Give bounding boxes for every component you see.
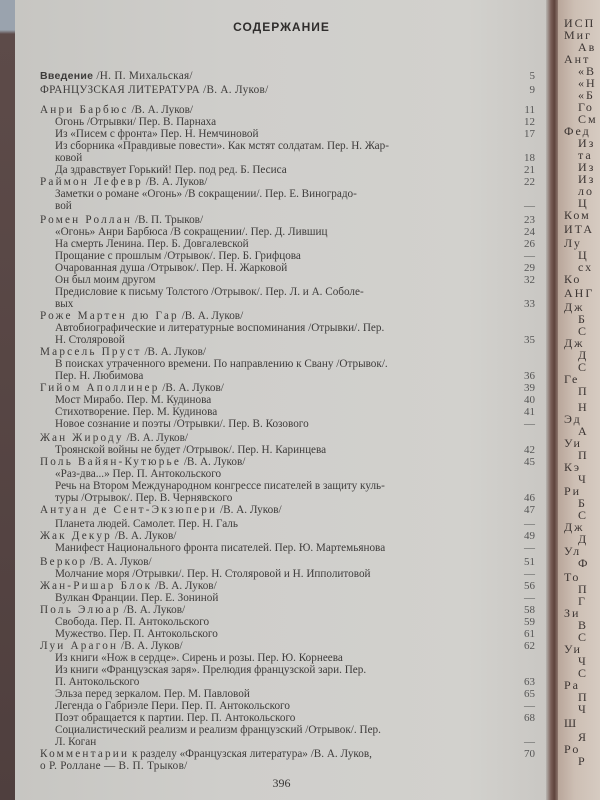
toc-entry-text: Н. Столяровой bbox=[55, 334, 125, 346]
toc-page-number: 32 bbox=[524, 274, 535, 286]
toc-entry-text: Из сборника «Правдивые повести». Как мстят солдатам. Пер. Н. Жар- bbox=[55, 140, 389, 152]
toc-entry-text: Пер. Н. Любимова bbox=[55, 370, 144, 382]
toc-entry bbox=[40, 760, 545, 772]
toc-page-number: 17 bbox=[524, 128, 535, 140]
toc-entry bbox=[40, 456, 545, 468]
author-name: Марсель Пруст bbox=[40, 346, 142, 358]
left-page bbox=[15, 0, 548, 800]
right-page-text: Ф bbox=[578, 556, 590, 570]
toc-entry bbox=[55, 298, 545, 310]
toc-page-number: — bbox=[524, 568, 535, 580]
right-page-text: Ул bbox=[564, 544, 582, 558]
right-page-text: П bbox=[578, 448, 589, 462]
toc-entry bbox=[40, 530, 545, 542]
right-page-text: Ч bbox=[578, 702, 588, 716]
right-page-text: Ц bbox=[578, 196, 589, 210]
toc-entry bbox=[55, 712, 545, 724]
author-name: Жан-Ришар Блок bbox=[40, 580, 153, 592]
toc-entry bbox=[55, 418, 545, 430]
toc-entry bbox=[55, 616, 545, 628]
toc-entry-text: вых bbox=[55, 298, 74, 310]
right-page-text: То bbox=[564, 570, 581, 584]
toc-entry bbox=[55, 468, 545, 480]
toc-page-number: 22 bbox=[524, 176, 535, 188]
toc-entry-text: Речь на Втором Международном конгрессе писателей в защиту куль- bbox=[55, 480, 385, 492]
right-page-text: ИТА bbox=[564, 222, 595, 236]
right-page-text: П bbox=[578, 582, 589, 596]
toc-entry bbox=[55, 322, 545, 334]
toc-entry-text: Очарованная душа /Отрывок/. Пер. Н. Жарковой bbox=[55, 262, 288, 274]
page-title: СОДЕРЖАНИЕ bbox=[233, 20, 330, 34]
right-page-text: Ри bbox=[564, 484, 582, 498]
toc-entry-text: Новое сознание и поэты /Отрывки/. Пер. В. Козового bbox=[55, 418, 309, 430]
toc-entry bbox=[40, 604, 545, 616]
editor-name: /В. А. Луков/ bbox=[87, 556, 152, 568]
editor-name: /В. А. Луков/ bbox=[141, 346, 207, 358]
toc-entry bbox=[40, 640, 545, 652]
toc-entry-text: Манифест Национального фронта писателей. Пер. Ю. Мартемьянова bbox=[55, 542, 386, 554]
toc-page-number: 65 bbox=[524, 688, 535, 700]
author-name: Роже Мартен дю Гар bbox=[40, 310, 179, 322]
editor-name: /В. А. Луков/ bbox=[178, 310, 244, 322]
editor-name: /В. А. Луков/ bbox=[118, 640, 183, 652]
toc-entry bbox=[55, 128, 545, 140]
author-name: Веркор bbox=[40, 556, 88, 568]
toc-page-number: 24 bbox=[524, 226, 535, 238]
toc-page-number: 61 bbox=[524, 628, 535, 640]
toc-page-number: — bbox=[524, 700, 535, 712]
toc-entry bbox=[40, 70, 545, 82]
toc-page-number: 56 bbox=[524, 580, 535, 592]
toc-entry-text: Свобода. Пер. П. Антокольского bbox=[55, 616, 210, 628]
toc-entry bbox=[55, 262, 545, 274]
toc-entry bbox=[55, 370, 545, 382]
right-page-text: Д bbox=[578, 532, 589, 546]
toc-page-number: 70 bbox=[524, 748, 535, 760]
toc-page-number: 12 bbox=[524, 116, 535, 128]
right-page-text: Ра bbox=[564, 678, 580, 692]
editor-name: /В. А. Луков/ bbox=[181, 456, 246, 468]
toc-entry bbox=[40, 214, 545, 226]
right-page-text: См bbox=[578, 112, 598, 126]
toc-entry-text: туры /Отрывок/. Пер. В. Чернявского bbox=[55, 492, 233, 504]
toc-entry bbox=[40, 504, 545, 516]
toc-entry-text: «Раз-два...» Пер. П. Антокольского bbox=[55, 468, 222, 480]
author-name: Поль Элюар bbox=[40, 604, 121, 616]
toc-entry bbox=[55, 286, 545, 298]
toc-entry bbox=[55, 406, 545, 418]
toc-entry-text bbox=[40, 382, 224, 394]
toc-entry bbox=[55, 688, 545, 700]
toc-entry bbox=[55, 358, 545, 370]
author-name: Луи Арагон bbox=[40, 640, 119, 652]
toc-entry bbox=[55, 238, 545, 250]
toc-entry-text: Прощание с прошлым /Отрывок/. Пер. Б. Грифцова bbox=[55, 250, 301, 262]
toc-entry bbox=[40, 748, 545, 760]
toc-page-number: 39 bbox=[524, 382, 535, 394]
right-page-text: Ант bbox=[564, 52, 591, 66]
toc-page-number: 62 bbox=[524, 640, 535, 652]
toc-entry bbox=[40, 176, 545, 188]
toc-entry-text: Заметки о романе «Огонь» /В сокращении/. Пер. Е. Виноградо- bbox=[55, 188, 357, 200]
toc-entry-text: Из книги «Французская заря». Прелюдия французской зари. Пер. bbox=[55, 664, 367, 676]
toc-entry-text: Л. Коган bbox=[55, 736, 97, 748]
toc-page-number: 26 bbox=[524, 238, 535, 250]
editor-name: /В. А. Луков/ bbox=[111, 530, 177, 542]
right-page-text: Ч bbox=[578, 472, 588, 486]
toc-entry-text: Поэт обращается к партии. Пер. П. Антокольского bbox=[55, 712, 296, 724]
toc-entry bbox=[55, 188, 545, 200]
right-page-text: «Б bbox=[578, 88, 595, 102]
toc-page-number: — bbox=[524, 542, 535, 554]
editor-name: /В. А. Луков/ bbox=[159, 382, 224, 394]
toc-entry-text bbox=[40, 456, 245, 468]
right-page-text: Лу bbox=[564, 236, 582, 250]
right-page-text: Г bbox=[578, 594, 587, 608]
toc-entry bbox=[55, 568, 545, 580]
toc-entry bbox=[55, 724, 545, 736]
toc-entry bbox=[55, 200, 545, 212]
toc-entry-text bbox=[40, 556, 152, 568]
author-name: Антуан де Сент-Экзюпери bbox=[40, 504, 218, 516]
toc-entry bbox=[55, 518, 545, 530]
toc-entry-text: ФРАНЦУЗСКАЯ ЛИТЕРАТУРА /В. А. Луков/ bbox=[40, 84, 269, 96]
toc-entry bbox=[40, 84, 545, 96]
toc-entry bbox=[55, 542, 545, 554]
toc-entry-text: вой bbox=[55, 200, 72, 212]
author-name: Ромен Роллан bbox=[40, 214, 133, 226]
toc-page-number: 45 bbox=[524, 456, 535, 468]
toc-entry-text: В поисках утраченного времени. По направлению к Свану /Отрывок/. bbox=[55, 358, 388, 370]
right-page-text: Дж bbox=[564, 300, 585, 314]
toc-entry bbox=[40, 346, 545, 358]
right-page-text: Го bbox=[578, 100, 594, 114]
toc-entry bbox=[55, 250, 545, 262]
toc-entry-text bbox=[40, 504, 282, 516]
toc-page-number: 63 bbox=[524, 676, 535, 688]
toc-entry-text bbox=[40, 214, 203, 226]
author-name: Анри Барбюс bbox=[40, 104, 129, 116]
toc-page-number: 41 bbox=[524, 406, 535, 418]
section-label: Введение bbox=[40, 70, 94, 82]
right-page-fragment bbox=[558, 0, 600, 800]
toc-entry-text: Вулкан Франции. Пер. Е. Зониной bbox=[55, 592, 219, 604]
toc-entry-text: ковой bbox=[55, 152, 83, 164]
right-page-text: Дж bbox=[564, 520, 585, 534]
toc-page-number: 47 bbox=[524, 504, 535, 516]
right-page-text: АНГ bbox=[564, 286, 595, 300]
toc-page-number: 40 bbox=[524, 394, 535, 406]
toc-page-number: 49 bbox=[524, 530, 535, 542]
right-page-text: Б bbox=[578, 496, 587, 510]
toc-page-number: — bbox=[524, 736, 535, 748]
toc-entry-text: Предисловие к письму Толстого /Отрывок/. Пер. Л. и А. Соболе- bbox=[55, 286, 364, 298]
toc-entry bbox=[40, 382, 545, 394]
toc-entry bbox=[55, 592, 545, 604]
right-page-text: Я bbox=[578, 730, 589, 744]
right-page-text: «В bbox=[578, 64, 597, 78]
toc-entry bbox=[55, 664, 545, 676]
right-page-text: Ком bbox=[564, 208, 591, 222]
right-page-text: Дж bbox=[564, 336, 585, 350]
toc-entry-text: Троянской войны не будет /Отрывок/. Пер. Н. Каринцева bbox=[55, 444, 327, 456]
right-page-text: С bbox=[578, 360, 589, 374]
author-name: Гийом Аполлинер bbox=[40, 382, 160, 394]
toc-entry-text bbox=[40, 748, 372, 760]
right-page-text: сх bbox=[578, 260, 594, 274]
editor-name: /В. П. Трыков/ bbox=[132, 214, 204, 226]
toc-entry bbox=[40, 432, 545, 444]
right-page-text: Из bbox=[578, 172, 596, 186]
right-page-text: Н bbox=[578, 400, 589, 414]
toc-page-number: — bbox=[524, 592, 535, 604]
right-page-text: А bbox=[578, 424, 589, 438]
author-name: Раймон Лефевр bbox=[40, 176, 143, 188]
toc-entry-text: Стихотворение. Пер. М. Кудинова bbox=[55, 406, 218, 418]
toc-page-number: 11 bbox=[524, 104, 535, 116]
toc-entry-text: о Р. Роллане — В. П. Трыков/ bbox=[40, 760, 188, 772]
toc-entry-text: «Огонь» Анри Барбюса /В сокращении/. Пер. Д. Лившиц bbox=[55, 226, 328, 238]
toc-entry-text: Социалистический реализм и реализм французский /Отрывок/. Пер. bbox=[55, 724, 381, 736]
right-page-text: Д bbox=[578, 348, 589, 362]
toc-entry-text bbox=[40, 176, 207, 188]
toc-page-number: 51 bbox=[524, 556, 535, 568]
toc-entry bbox=[40, 556, 545, 568]
toc-entry bbox=[55, 736, 545, 748]
toc-entry-text: Автобиографические и литературные воспоминания /Отрывки/. Пер. bbox=[55, 322, 385, 334]
right-page-text: Фед bbox=[564, 124, 591, 138]
right-page-text: В bbox=[578, 618, 589, 632]
toc-page-number: 36 bbox=[524, 370, 535, 382]
toc-page-number: — bbox=[524, 418, 535, 430]
editor-name: к разделу «Французская литература» /В. А. Луков, bbox=[129, 748, 372, 760]
right-page-text: Ш bbox=[564, 716, 579, 730]
right-page-text: П bbox=[578, 384, 589, 398]
toc-entry bbox=[55, 152, 545, 164]
toc-entry-text bbox=[40, 580, 217, 592]
toc-entry bbox=[55, 334, 545, 346]
toc-entry-text: П. Антокольского bbox=[55, 676, 140, 688]
toc-entry-text: Мост Мирабо. Пер. М. Кудинова bbox=[55, 394, 212, 406]
toc-entry-text: Из «Писем с фронта» Пер. Н. Немчиновой bbox=[55, 128, 259, 140]
editor-name: /В. А. Луков/ bbox=[123, 432, 189, 444]
author-name: Жан Жироду bbox=[40, 432, 124, 444]
toc-entry bbox=[55, 676, 545, 688]
toc-entry bbox=[55, 394, 545, 406]
toc-entry-text: Огонь /Отрывки/ Пер. В. Парнаха bbox=[55, 116, 217, 128]
toc-page-number: 29 bbox=[524, 262, 535, 274]
toc-page-number: 46 bbox=[524, 492, 535, 504]
toc-entry bbox=[55, 274, 545, 286]
author-name: Поль Вайян-Кутюрье bbox=[40, 456, 182, 468]
editor-name: /В. А. Луков/ bbox=[142, 176, 208, 188]
toc-entry-text bbox=[40, 530, 176, 542]
toc-entry-text: Легенда о Габриэле Пери. Пер. П. Антокольского bbox=[55, 700, 290, 712]
editor-name: /В. А. Луков/ bbox=[128, 104, 194, 116]
right-page-text: Ко bbox=[564, 272, 582, 286]
right-page-text: Эд bbox=[564, 412, 582, 426]
toc-entry bbox=[55, 652, 545, 664]
right-page-text: Кэ bbox=[564, 460, 581, 474]
toc-entry-text bbox=[40, 640, 183, 652]
toc-entry-text: Эльза перед зеркалом. Пер. М. Павловой bbox=[55, 688, 250, 700]
toc-page-number: 68 bbox=[524, 712, 535, 724]
right-page-text: ИСП bbox=[564, 16, 596, 30]
right-page-text: Зи bbox=[564, 606, 581, 620]
right-page-text: Из bbox=[578, 160, 596, 174]
right-page-text: Ц bbox=[578, 248, 589, 262]
toc-page-number: 9 bbox=[529, 84, 535, 96]
toc-entry bbox=[40, 104, 545, 116]
toc-entry-text: Он был моим другом bbox=[55, 274, 156, 286]
right-page-text: С bbox=[578, 324, 589, 338]
right-page-text: С bbox=[578, 630, 589, 644]
toc-entry-text: Введение /Н. П. Михальская/ bbox=[40, 70, 193, 82]
right-page-text: «Н bbox=[578, 76, 597, 90]
right-page-text: Уи bbox=[564, 436, 582, 450]
editor-name: /В. А. Луков/ bbox=[217, 504, 282, 516]
toc-page-number: 35 bbox=[524, 334, 535, 346]
toc-entry-text: Да здравствует Горький! Пер. под ред. Б. Песиса bbox=[55, 164, 287, 176]
page-number: 396 bbox=[272, 776, 291, 790]
toc-entry-text: Мужество. Пер. П. Антокольского bbox=[55, 628, 218, 640]
right-page-text: С bbox=[578, 666, 589, 680]
toc-page-number: 5 bbox=[529, 70, 535, 82]
toc-page-number: 18 bbox=[524, 152, 535, 164]
toc-page-number: 42 bbox=[524, 444, 535, 456]
toc-entry-text: Молчание моря /Отрывки/. Пер. Н. Столяровой и Н. Ипполитовой bbox=[55, 568, 371, 580]
right-page-text: Ав bbox=[578, 40, 597, 54]
right-page-text: Р bbox=[578, 754, 587, 768]
toc-page-number: 23 bbox=[524, 214, 535, 226]
toc-entry bbox=[55, 444, 545, 456]
toc-entry bbox=[55, 628, 545, 640]
toc-entry-text: Из книги «Нож в сердце». Сирень и розы. Пер. Ю. Корнеева bbox=[55, 652, 343, 664]
right-page-text: Ге bbox=[564, 372, 580, 386]
toc-entry bbox=[55, 226, 545, 238]
toc-entry bbox=[40, 580, 545, 592]
toc-page-number: 59 bbox=[524, 616, 535, 628]
right-page-text: С bbox=[578, 508, 589, 522]
toc-entry-text bbox=[40, 604, 185, 616]
toc-page-number: — bbox=[524, 518, 535, 530]
right-page-text: ло bbox=[578, 184, 594, 198]
toc-entry-text bbox=[40, 310, 243, 322]
toc-entry bbox=[55, 480, 545, 492]
right-page-text: Уи bbox=[564, 642, 582, 656]
toc-entry-text: Планета людей. Самолет. Пер. Н. Галь bbox=[55, 518, 238, 530]
right-page-text: та bbox=[578, 148, 593, 162]
author-name: Жак Декур bbox=[40, 530, 112, 542]
toc-entry bbox=[40, 310, 545, 322]
right-page-text: П bbox=[578, 690, 589, 704]
toc-page-number: 33 bbox=[524, 298, 535, 310]
toc-page-number: 21 bbox=[524, 164, 535, 176]
toc-entry bbox=[55, 492, 545, 504]
right-page-text: Б bbox=[578, 312, 587, 326]
right-page-text: Миг bbox=[564, 28, 593, 42]
right-page-text: Ро bbox=[564, 742, 581, 756]
right-page-text: Из bbox=[578, 136, 596, 150]
background-edge bbox=[0, 0, 16, 800]
right-page-text: Ч bbox=[578, 654, 588, 668]
toc-entry-text bbox=[40, 432, 188, 444]
toc-page-number: — bbox=[524, 250, 535, 262]
toc-page-number: — bbox=[524, 200, 535, 212]
author-name: Комментарии bbox=[40, 748, 130, 760]
editor-name: /В. А. Луков/ bbox=[152, 580, 217, 592]
toc-entry bbox=[55, 700, 545, 712]
toc-entry bbox=[55, 116, 545, 128]
toc-entry-text: На смерть Ленина. Пер. Б. Довгалевской bbox=[55, 238, 249, 250]
toc-entry-text bbox=[40, 346, 206, 358]
toc-entry-text bbox=[40, 104, 193, 116]
toc-page-number: 58 bbox=[524, 604, 535, 616]
toc-entry bbox=[55, 140, 545, 152]
toc-entry bbox=[55, 164, 545, 176]
editor-name: /В. А. Луков/ bbox=[120, 604, 186, 616]
